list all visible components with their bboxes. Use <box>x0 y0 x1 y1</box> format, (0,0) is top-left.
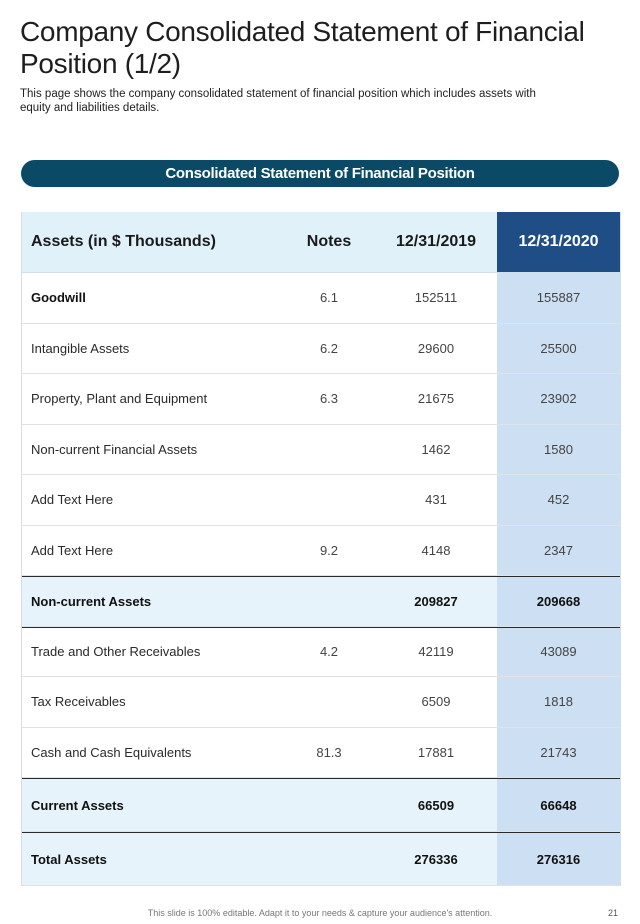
row-note <box>283 425 375 475</box>
subtotal-row <box>22 778 620 832</box>
row-label: Goodwill <box>31 290 86 306</box>
row-note: 6.3 <box>319 391 339 407</box>
table-row <box>22 374 620 425</box>
row-label: Trade and Other Receivables <box>31 644 201 660</box>
row-2019: 152511 <box>414 290 458 306</box>
table-row <box>22 425 620 476</box>
row-2019: 209827 <box>414 593 458 609</box>
row-2020: 155887 <box>497 273 620 323</box>
row-label: Non-current Financial Assets <box>31 441 198 457</box>
row-note: 4.2 <box>319 644 339 660</box>
row-label: Intangible Assets <box>31 340 130 356</box>
table-row <box>22 526 620 577</box>
footer-note: This slide is 100% editable. Adapt it to your needs & capture your audience's attention. <box>147 908 493 918</box>
row-label: Non-current Assets <box>31 593 152 609</box>
row-2019: 276336 <box>414 851 458 867</box>
page-title: Company Consolidated Statement of Financial Position (1/2) <box>20 16 585 79</box>
financial-table <box>21 212 621 886</box>
table-row <box>22 324 620 375</box>
row-2020: 43089 <box>497 628 620 677</box>
row-label: Tax Receivables <box>31 694 126 710</box>
row-2020: 209668 <box>497 577 620 626</box>
row-2019: 431 <box>425 492 447 508</box>
table-row <box>22 627 620 678</box>
page-number: 21 <box>608 908 619 918</box>
table-header-row <box>22 212 620 273</box>
table-row <box>22 475 620 526</box>
row-label: Property, Plant and Equipment <box>31 391 208 407</box>
header-assets: Assets (in $ Thousands) <box>31 233 216 250</box>
row-label: Current Assets <box>31 797 124 813</box>
row-note: 6.2 <box>319 340 339 356</box>
row-2019: 6509 <box>421 694 451 710</box>
row-2020: 452 <box>497 475 620 525</box>
row-2019: 29600 <box>417 340 455 356</box>
row-2020: 2347 <box>497 526 620 576</box>
table-row <box>22 273 620 324</box>
page-subtitle: This page shows the company consolidated statement of financial position which includes assets with equity and liabilities details. <box>20 88 536 114</box>
table-row <box>22 728 620 779</box>
row-2019: 21675 <box>417 391 455 407</box>
row-2019: 1462 <box>421 441 451 457</box>
row-2020: 21743 <box>497 728 620 778</box>
table-row <box>22 677 620 728</box>
row-2020: 1818 <box>497 677 620 727</box>
row-2020: 1580 <box>497 425 620 475</box>
row-note: 9.2 <box>319 542 339 558</box>
row-2020: 23902 <box>497 374 620 424</box>
table-banner: Consolidated Statement of Financial Position <box>21 160 619 187</box>
row-label: Add Text Here <box>31 542 114 558</box>
row-note: 6.1 <box>319 290 339 306</box>
row-2019: 17881 <box>417 744 455 760</box>
row-2020: 276316 <box>497 833 620 885</box>
row-note <box>283 475 375 525</box>
row-label: Add Text Here <box>31 492 114 508</box>
row-note <box>283 779 375 831</box>
header-2020: 12/31/2020 <box>497 212 620 272</box>
header-notes: Notes <box>306 233 352 250</box>
header-2019: 12/31/2019 <box>395 233 477 250</box>
subtotal-row <box>22 576 620 627</box>
row-note <box>283 833 375 885</box>
row-2020: 25500 <box>497 324 620 374</box>
row-2019: 4148 <box>421 542 451 558</box>
row-note <box>283 677 375 727</box>
row-2020: 66648 <box>497 779 620 831</box>
row-label: Cash and Cash Equivalents <box>31 744 192 760</box>
row-label: Total Assets <box>31 851 107 867</box>
row-note <box>283 577 375 626</box>
row-2019: 66509 <box>417 797 455 813</box>
total-row <box>22 832 620 886</box>
row-note: 81.3 <box>316 744 342 760</box>
row-2019: 42119 <box>418 644 454 660</box>
